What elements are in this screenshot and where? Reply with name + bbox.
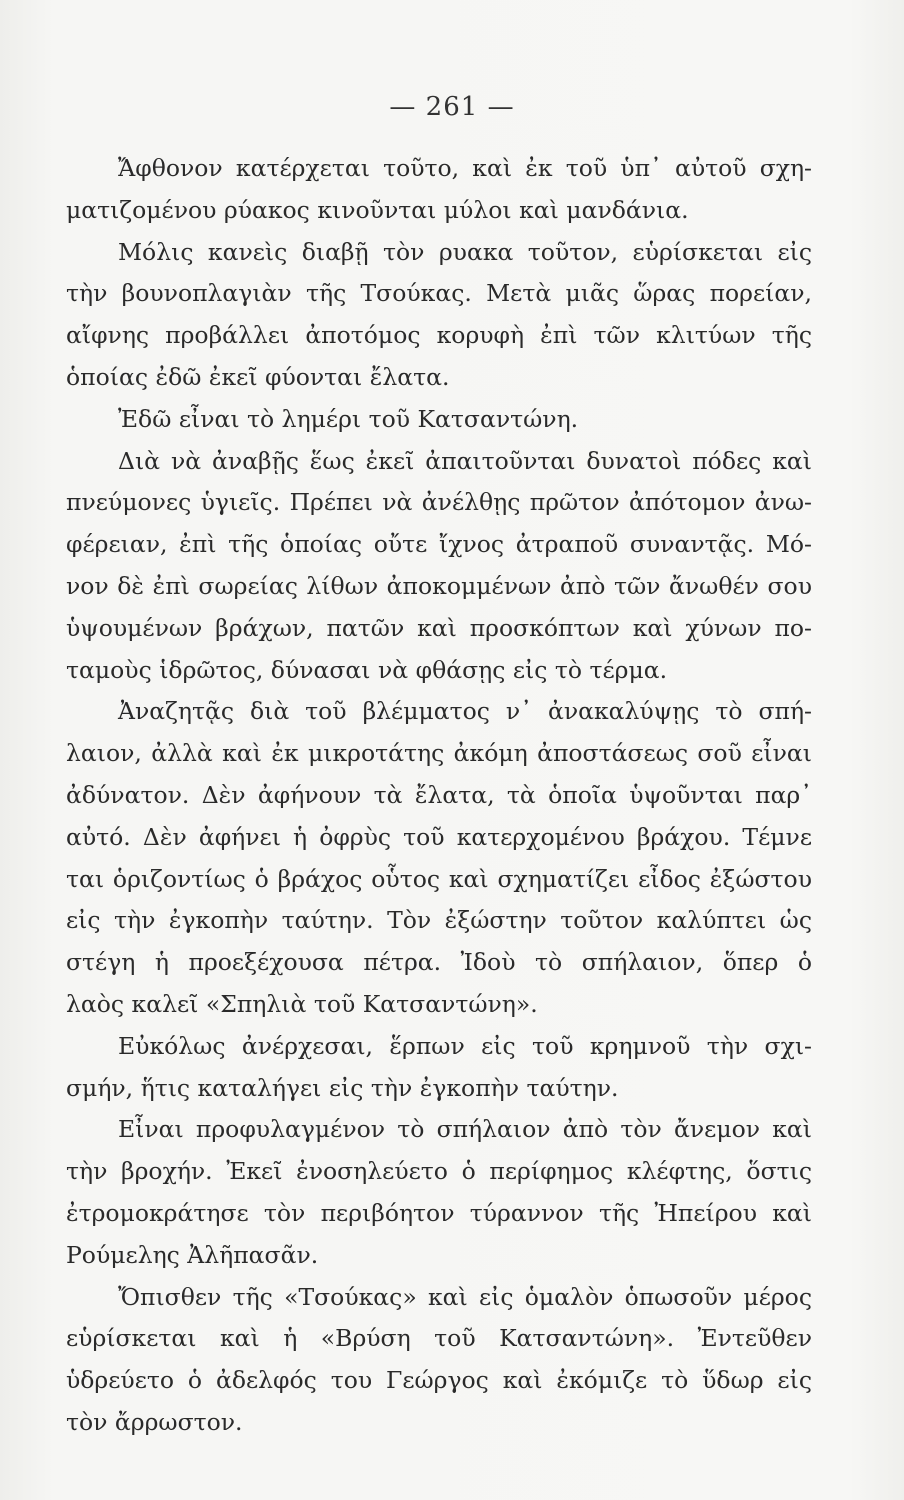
text-line: Μόλις κανεὶς διαβῇ τὸν ρυακα τοῦτον, εὑρίσκεται εἰς <box>118 237 812 266</box>
text-line: τὴν βουνοπλαγιὰν τῆς Τσούκας. Μετὰ μιᾶς ὥρας πορείαν, <box>66 279 812 308</box>
text-line: φέρειαν, ἐπὶ τῆς ὁποίας οὔτε ἴχνος ἀτραποῦ συναντᾷς. Μό- <box>66 530 812 559</box>
text-line: ται ὁριζοντίως ὁ βράχος οὗτος καὶ σχηματίζει εἶδος ἐξώστου <box>66 864 812 893</box>
text-line: λαὸς καλεῖ «Σπηλιὰ τοῦ Κατσαντώνη». <box>66 989 538 1018</box>
page-number: — 261 — <box>389 92 515 122</box>
text-line: Εἶναι προφυλαγμένον τὸ σπήλαιον ἀπὸ τὸν ἄνεμον καὶ <box>118 1115 812 1144</box>
text-line: Ρούμελης Ἀλῆπασᾶν. <box>66 1240 319 1269</box>
text-line: ταμοὺς ἱδρῶτος, δύνασαι νὰ φθάσῃς εἰς τὸ τέρμα. <box>66 655 668 684</box>
text-line: ἐτρομοκράτησε τὸν περιβόητον τύραννον τῆς Ἠπείρου καὶ <box>66 1198 812 1227</box>
text-line: νον δὲ ἐπὶ σωρείας λίθων ἀποκομμένων ἀπὸ τῶν ἄνωθέν σου <box>66 571 812 600</box>
text-line: πνεύμονες ὑγιεῖς. Πρέπει νὰ ἀνέλθῃς πρῶτον ἀπότομον ἀνω- <box>66 488 812 517</box>
text-line: Ὄπισθεν τῆς «Τσούκας» καὶ εἰς ὁμαλὸν ὁπωσοῦν μέρος <box>118 1282 812 1311</box>
text-line: στέγη ἡ προεξέχουσα πέτρα. Ἰδοὺ τὸ σπήλαιον, ὅπερ ὁ <box>66 948 812 977</box>
text-line: σμήν, ἥτις καταλήγει εἰς τὴν ἐγκοπὴν ταύτην. <box>66 1073 619 1102</box>
text-line: ἀδύνατον. Δὲν ἀφήνουν τὰ ἔλατα, τὰ ὁποῖα ὑψοῦνται παρ᾽ <box>66 780 812 809</box>
text-line: ματιζομένου ρύακος κινοῦνται μύλοι καὶ μανδάνια. <box>66 195 689 224</box>
text-line: Ἐδῶ εἶναι τὸ λημέρι τοῦ Κατσαντώνη. <box>118 404 579 433</box>
text-line: εὑρίσκεται καὶ ἡ «Βρύση τοῦ Κατσαντώνη». Ἐντεῦθεν <box>66 1324 812 1353</box>
text-line: τὸν ἄρρωστον. <box>66 1407 243 1436</box>
text-line: Εὐκόλως ἀνέρχεσαι, ἕρπων εἰς τοῦ κρημνοῦ τὴν σχι- <box>118 1031 812 1060</box>
text-line: ὁποίας ἐδῶ ἐκεῖ φύονται ἔλατα. <box>66 362 450 391</box>
text-line: λαιον, ἀλλὰ καὶ ἐκ μικροτάτης ἀκόμη ἀποστάσεως σοῦ εἶναι <box>66 739 812 768</box>
text-line: ὑψουμένων βράχων, πατῶν καὶ προσκόπτων καὶ χύνων πο- <box>66 613 812 642</box>
text-line: αἴφνης προβάλλει ἀποτόμος κορυφὴ ἐπὶ τῶν κλιτύων τῆς <box>66 321 812 350</box>
text-line: Διὰ νὰ ἀναβῇς ἕως ἐκεῖ ἀπαιτοῦνται δυνατοὶ πόδες καὶ <box>118 446 812 475</box>
body-text <box>66 148 812 1444</box>
text-line: εἰς τὴν ἐγκοπὴν ταύτην. Τὸν ἐξώστην τοῦτον καλύπτει ὡς <box>66 906 812 935</box>
text-line: Ἄφθονον κατέρχεται τοῦτο, καὶ ἐκ τοῦ ὑπ᾽ αὐτοῦ σχη- <box>118 154 812 182</box>
text-line: ὑδρεύετο ὁ ἀδελφός του Γεώργος καὶ ἐκόμιζε τὸ ὕδωρ εἰς <box>66 1366 812 1395</box>
text-line: Ἀναζητᾷς διὰ τοῦ βλέμματος ν᾽ ἀνακαλύψῃς τὸ σπή- <box>118 697 812 726</box>
text-line: τὴν βροχήν. Ἐκεῖ ἐνοσηλεύετο ὁ περίφημος κλέφτης, ὅστις <box>66 1157 812 1186</box>
text-line: αὐτό. Δὲν ἀφήνει ἡ ὀφρὺς τοῦ κατερχομένου βράχου. Τέμνε <box>66 822 812 851</box>
